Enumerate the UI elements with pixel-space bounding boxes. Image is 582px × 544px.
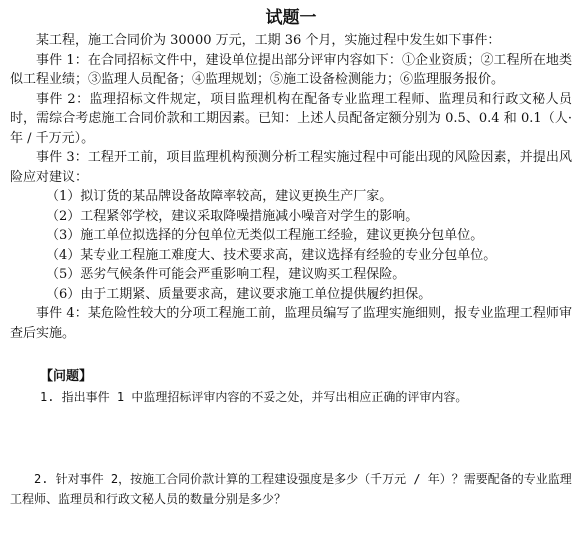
question-1: 1. 指出事件 1 中监理招标评审内容的不妥之处，并写出相应正确的评审内容。 <box>40 390 468 404</box>
event-4-paragraph: 事件 4：某危险性较大的分项工程施工前，监理员编写了监理实施细则，报专业监理工程师审查后实施。 <box>10 306 572 341</box>
event-1-paragraph: 事件 1：在合同招标文件中，建设单位提出部分评审内容如下：①企业资质；②工程所在地类似工程业绩；③监理人员配备；④监理规划；⑤施工设备检测能力；⑥监理服务报价。 <box>10 52 572 87</box>
question-2: 2. 针对事件 2，按施工合同价款计算的工程建设强度是多少（千万元 / 年）？需要配备的专业监理工程师、监理员和行政文秘人员的数量分别是多少？ <box>10 472 572 506</box>
event-2-paragraph: 事件 2：监理招标文件规定，项目监理机构在配备专业监理工程师、监理员和行政文秘人员时，需综合考虑施工合同价款和工期因素。已知：上述人员配备定额分别为 0.5、0.4 和 0.1（人·年 / 千万元）。 <box>10 91 572 146</box>
list-item: （3）施工单位拟选择的分包单位无类似工程施工经验，建议更换分包单位。 <box>46 228 484 243</box>
event-3-paragraph: 事件 3：工程开工前，项目监理机构预测分析工程实施过程中可能出现的风险因素，并提出风险应对建议： <box>10 150 572 185</box>
list-item: （1）拟订货的某品牌设备故障率较高，建议更换生产厂家。 <box>46 189 393 204</box>
list-item: （5）恶劣气候条件可能会严重影响工程，建议购买工程保险。 <box>46 267 406 282</box>
list-item: （2）工程紧邻学校，建议采取降噪措施减小噪音对学生的影响。 <box>46 208 419 224</box>
answer-space <box>10 407 572 469</box>
exam-page <box>0 7 582 544</box>
list-item: （4）某专业工程施工难度大、技术要求高，建议选择有经验的专业分包单位。 <box>46 247 497 263</box>
questions-heading: 【问题】 <box>40 369 93 384</box>
list-item: （6）由于工期紧、质量要求高，建议要求施工单位提供履约担保。 <box>46 286 432 302</box>
spacer <box>10 343 572 367</box>
intro-paragraph: 某工程，施工合同价为 30000 万元，工期 36 个月，实施过程中发生如下事件： <box>36 33 501 48</box>
event-3-list <box>10 187 572 304</box>
exam-title: 试题一 <box>265 8 317 28</box>
